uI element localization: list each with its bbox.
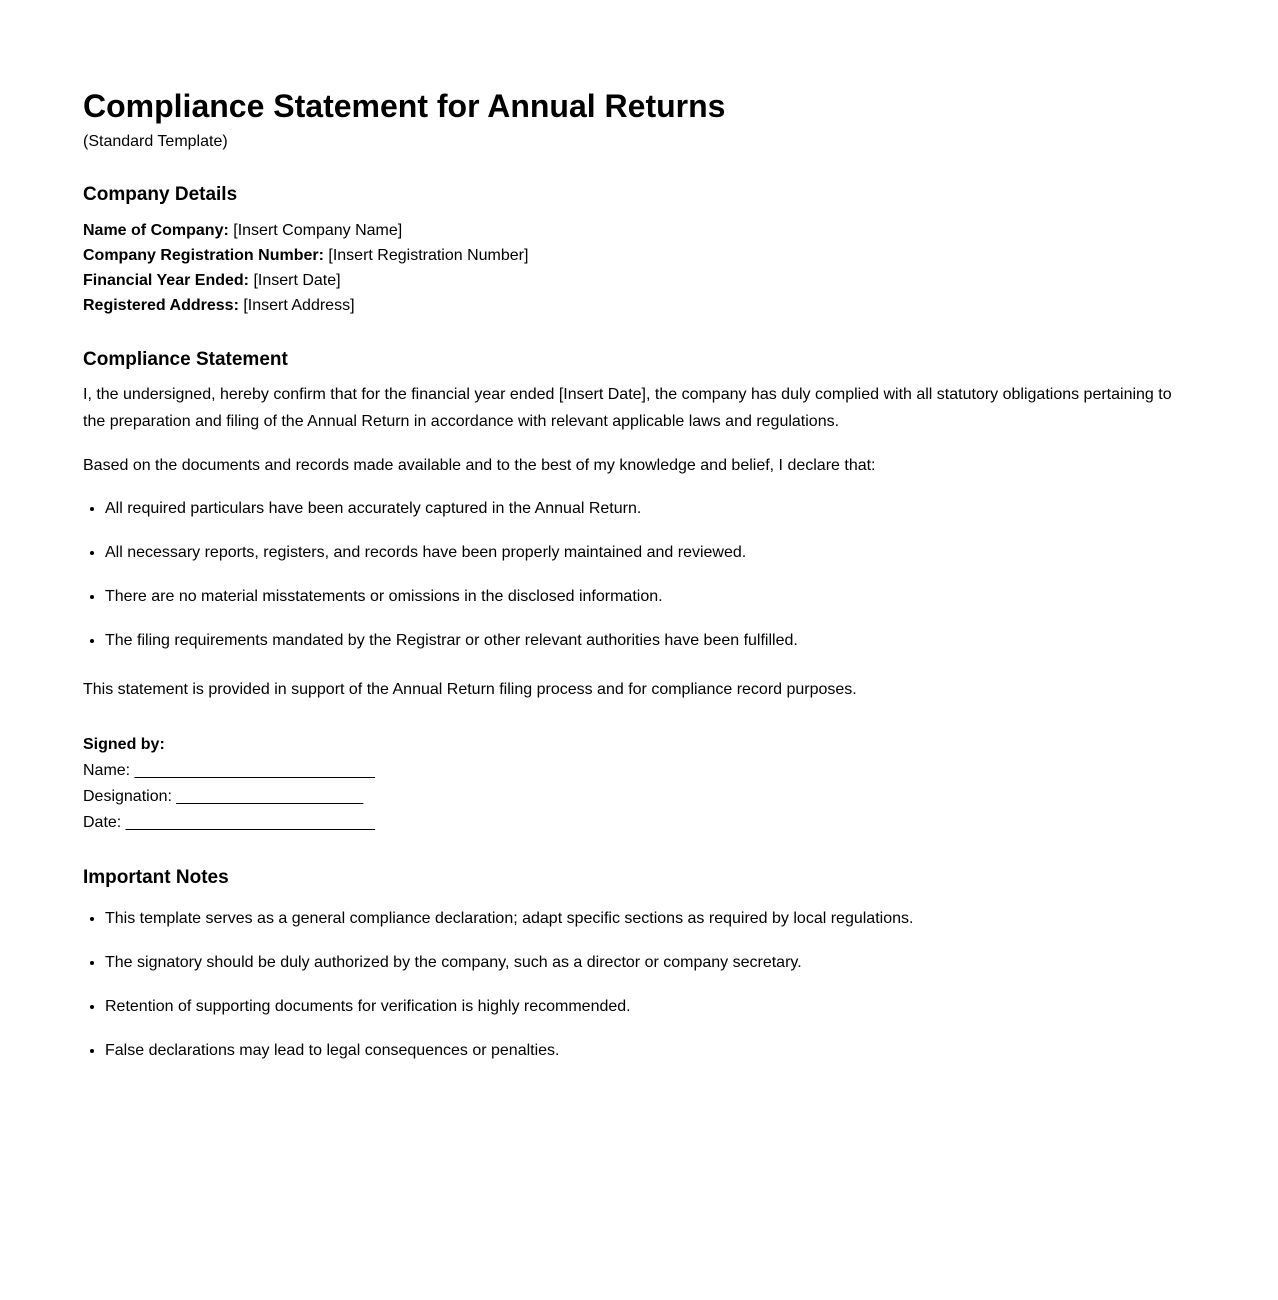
field-registered-address-label: Registered Address: [83,296,239,314]
section-company-details [83,183,1195,318]
compliance-statement-heading: Compliance Statement [83,348,288,370]
note-item: • False declarations may lead to legal consequences or penalties. [105,1037,1185,1064]
note-item: • This template serves as a general compliance declaration; adapt specific sections as required by local regulations. [105,905,1185,932]
signature-name-line: ___________________________ [134,761,375,779]
note-item: • The signatory should be duly authorized by the company, such as a director or company secretary. [105,949,1185,976]
document-header [83,88,1195,153]
signature-date-label: Date: [83,813,122,831]
signature-row-designation [83,784,1195,810]
declaration-item: • The filing requirements mandated by the Registrar or other relevant authorities have been fulfilled. [105,627,1185,654]
declaration-item: • All required particulars have been accurately captured in the Annual Return. [105,495,1185,522]
field-company-name [83,218,1195,243]
declaration-item: • There are no material misstatements or omissions in the disclosed information. [105,583,1185,610]
declaration-item: • All necessary reports, registers, and records have been properly maintained and reviewed. [105,539,1185,566]
page-subtitle: (Standard Template) [83,132,228,150]
signature-name-label: Name: [83,761,131,779]
field-financial-year [83,268,1195,293]
field-registration-number-value: [Insert Registration Number] [328,246,529,264]
company-details-fields [83,218,1195,318]
field-registration-number [83,243,1195,268]
signed-by-heading: Signed by: [83,735,165,753]
signature-date-line: ____________________________ [125,813,375,831]
declarations-list [83,495,1195,654]
compliance-closing-paragraph: This statement is provided in support of the Annual Return filing process and for compliance record purposes. [83,680,857,698]
field-registered-address-value: [Insert Address] [243,296,355,314]
signature-row-name [83,758,1195,784]
compliance-paragraph-2: Based on the documents and records made available and to the best of my knowledge and belief, I declare that: [83,456,876,474]
field-financial-year-label: Financial Year Ended: [83,271,249,289]
important-notes-list [83,905,1195,1064]
field-financial-year-value: [Insert Date] [253,271,341,289]
field-company-name-label: Name of Company: [83,221,229,239]
signature-row-date [83,810,1195,836]
field-company-name-value: [Insert Company Name] [233,221,403,239]
section-signature [83,732,1195,836]
field-registered-address [83,293,1195,318]
field-registration-number-label: Company Registration Number: [83,246,324,264]
section-compliance-statement [83,348,1195,703]
signature-designation-line: _____________________ [176,787,364,805]
signature-designation-label: Designation: [83,787,172,805]
important-notes-heading: Important Notes [83,866,229,888]
page-title: Compliance Statement for Annual Returns [83,88,726,124]
section-important-notes [83,866,1195,1064]
note-item: • Retention of supporting documents for verification is highly recommended. [105,993,1185,1020]
compliance-paragraph-1: I, the undersigned, hereby confirm that for the financial year ended [Insert Date], the company has duly complied with all statutory obligations pertaining to the preparation and filing of the Annual Return in accordance with relevant applicable laws and regulations. [83,385,1172,430]
company-details-heading: Company Details [83,183,238,205]
